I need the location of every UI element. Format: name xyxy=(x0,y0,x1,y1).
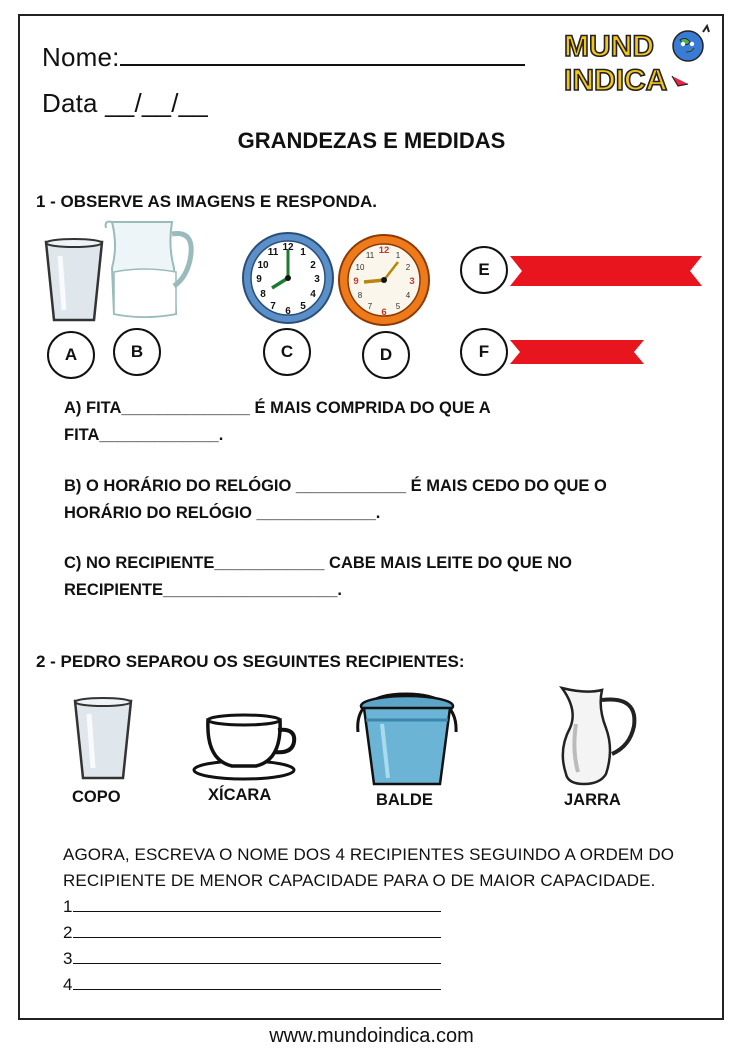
caption-xicara: XÍCARA xyxy=(208,786,272,804)
q1-b-line1: B) O HORÁRIO DO RELÓGIO ____________ É MAIS CEDO DO QUE O xyxy=(64,477,607,495)
date-label: Data __/__/__ xyxy=(42,88,208,118)
svg-text:3: 3 xyxy=(314,274,320,285)
q1-item-b xyxy=(64,473,607,527)
copo-image xyxy=(72,696,134,787)
xicara-image xyxy=(192,712,300,787)
svg-text:1: 1 xyxy=(300,247,306,258)
svg-text:8: 8 xyxy=(357,291,363,300)
q2-instruction-line2: RECIPIENTE DE MENOR CAPACIDADE PARA O DE MAIOR CAPACIDADE. xyxy=(63,871,656,890)
milk-pitcher-image xyxy=(102,216,198,327)
svg-text:3: 3 xyxy=(409,276,415,287)
balde-image xyxy=(354,690,460,793)
caption-balde: BALDE xyxy=(376,791,433,809)
svg-text:6: 6 xyxy=(285,306,291,317)
svg-text:9: 9 xyxy=(353,276,359,287)
label-d: D xyxy=(362,331,410,379)
svg-text:4: 4 xyxy=(405,291,411,300)
question-2-heading: 2 - PEDRO SEPAROU OS SEGUINTES RECIPIENTES: xyxy=(36,652,465,671)
q1-a-line2: FITA_____________. xyxy=(64,426,224,444)
svg-text:INDICA: INDICA xyxy=(564,64,668,96)
svg-text:MUND: MUND xyxy=(564,30,654,63)
svg-text:7: 7 xyxy=(367,302,373,311)
svg-text:1: 1 xyxy=(395,251,401,260)
svg-text:7: 7 xyxy=(270,301,276,312)
q2-instructions xyxy=(63,842,674,894)
svg-text:10: 10 xyxy=(355,263,365,272)
answer-line-2: 2 xyxy=(63,920,441,946)
svg-text:12: 12 xyxy=(378,245,390,256)
blue-clock-image xyxy=(240,230,336,331)
label-a: A xyxy=(47,331,95,379)
name-field xyxy=(42,42,525,73)
svg-text:10: 10 xyxy=(257,260,269,271)
svg-text:11: 11 xyxy=(267,247,279,258)
svg-text:5: 5 xyxy=(300,301,306,312)
label-e: E xyxy=(460,246,508,294)
glass-image xyxy=(42,236,106,329)
svg-text:2: 2 xyxy=(405,263,411,272)
answer-line-3: 3 xyxy=(63,946,441,972)
footer-url: www.mundoindica.com xyxy=(269,1025,474,1047)
svg-text:4: 4 xyxy=(310,289,316,300)
label-b: B xyxy=(113,328,161,376)
orange-clock-image xyxy=(336,232,432,333)
label-f: F xyxy=(460,328,508,376)
q1-item-a xyxy=(64,395,491,449)
q1-c-line1: C) NO RECIPIENTE____________ CABE MAIS LEITE DO QUE NO xyxy=(64,554,572,572)
long-ribbon xyxy=(510,256,702,291)
question-1-heading: 1 - OBSERVE AS IMAGENS E RESPONDA. xyxy=(36,192,378,211)
jarra-image xyxy=(556,684,642,793)
name-line xyxy=(120,44,525,66)
svg-text:6: 6 xyxy=(381,307,387,318)
svg-text:12: 12 xyxy=(282,242,294,253)
svg-text:9: 9 xyxy=(256,274,262,285)
svg-text:11: 11 xyxy=(365,251,375,260)
caption-copo: COPO xyxy=(72,788,121,806)
q1-a-line1: A) FITA______________ É MAIS COMPRIDA DO QUE A xyxy=(64,399,491,417)
short-ribbon xyxy=(510,340,644,369)
q1-b-line2: HORÁRIO DO RELÓGIO _____________. xyxy=(64,504,381,522)
q1-c-line2: RECIPIENTE___________________. xyxy=(64,581,342,599)
name-label: Nome: xyxy=(42,42,120,72)
label-c: C xyxy=(263,328,311,376)
svg-text:5: 5 xyxy=(395,302,401,311)
svg-text:2: 2 xyxy=(310,260,316,271)
q1-item-c xyxy=(64,550,572,604)
answer-line-1: 1 xyxy=(63,894,441,920)
svg-text:8: 8 xyxy=(260,289,266,300)
mundo-indica-logo xyxy=(560,24,720,96)
caption-jarra: JARRA xyxy=(564,791,621,809)
answer-lines xyxy=(63,894,441,998)
q2-instruction-line1: AGORA, ESCREVA O NOME DOS 4 RECIPIENTES SEGUINDO A ORDEM DO xyxy=(63,845,675,864)
page-title: GRANDEZAS E MEDIDAS xyxy=(237,128,506,153)
answer-line-4: 4 xyxy=(63,972,441,998)
